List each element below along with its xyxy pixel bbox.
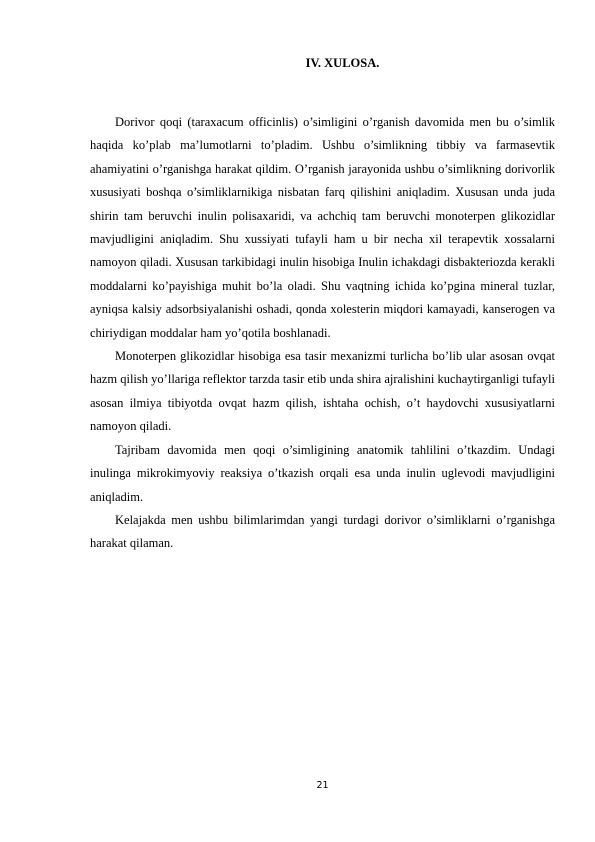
paragraph: Dorivor qoqi (taraxacum officinlis) o’simligini o’rganish davomida men bu o’simlik haqida ko’plab ma’lumotlarni to’pladim. Ushbu o’simlikning tibbiy va farmasevtik ahamiyatini o’rganishga harakat qildim. O’rganish jarayonida ushbu o’simlikning dorivorlik xususiyati boshqa o’simliklarnikiga nisbatan farq qilishini aniqladim. Xususan unda juda shirin tam beruvchi inulin polisaxaridi, va achchiq tam beruvchi monoterpen glikozidlar mavjudligini aniqladim. Shu xussiyati tufayli ham u bir necha xil terapevtik xossalarni namoyon qiladi. Xususan tarkibidagi inulin hisobiga Inulin ichakdagi disbakteriozda kerakli moddalarni ko’payishiga muhit bo’la oladi. Shu vaqtning ichida ko’pgina mineral tuzlar, ayniqsa kalsiy adsorbsiyalanishi oshadi, qonda xolesterin miqdori kamayadi, kanserogen va chiriydigan moddalar ham yo’qotila boshlanadi. [90,115,555,340]
paragraph: Monoterpen glikozidlar hisobiga esa tasir mexanizmi turlicha bo’lib ular asosan ovqat hazm qilish yo’llariga reflektor tarzda tasir etib unda shira ajralishini kuchaytirganligi tufayli asosan ilmiya tibiyotda ovqat hazm qilish, ishtaha ochish, o’t haydovchi xususiyatlarni namoyon qiladi. [90,349,555,434]
paragraph: Tajribam davomida men qoqi o’simligining anatomik tahlilini o’tkazdim. Undagi inulinga mikrokimyoviy reaksiya o’tkazish orqali esa unda inulin uglevodi mavjudligini aniqladim. [90,442,555,504]
paragraph: Kelajakda men ushbu bilimlarimdan yangi turdagi dorivor o’simliklarni o’rganishga harakat qilaman. [90,512,555,551]
body-text [90,111,555,556]
section-title: IV. XULOSA. [305,56,380,70]
page-number: 21 [316,780,329,791]
